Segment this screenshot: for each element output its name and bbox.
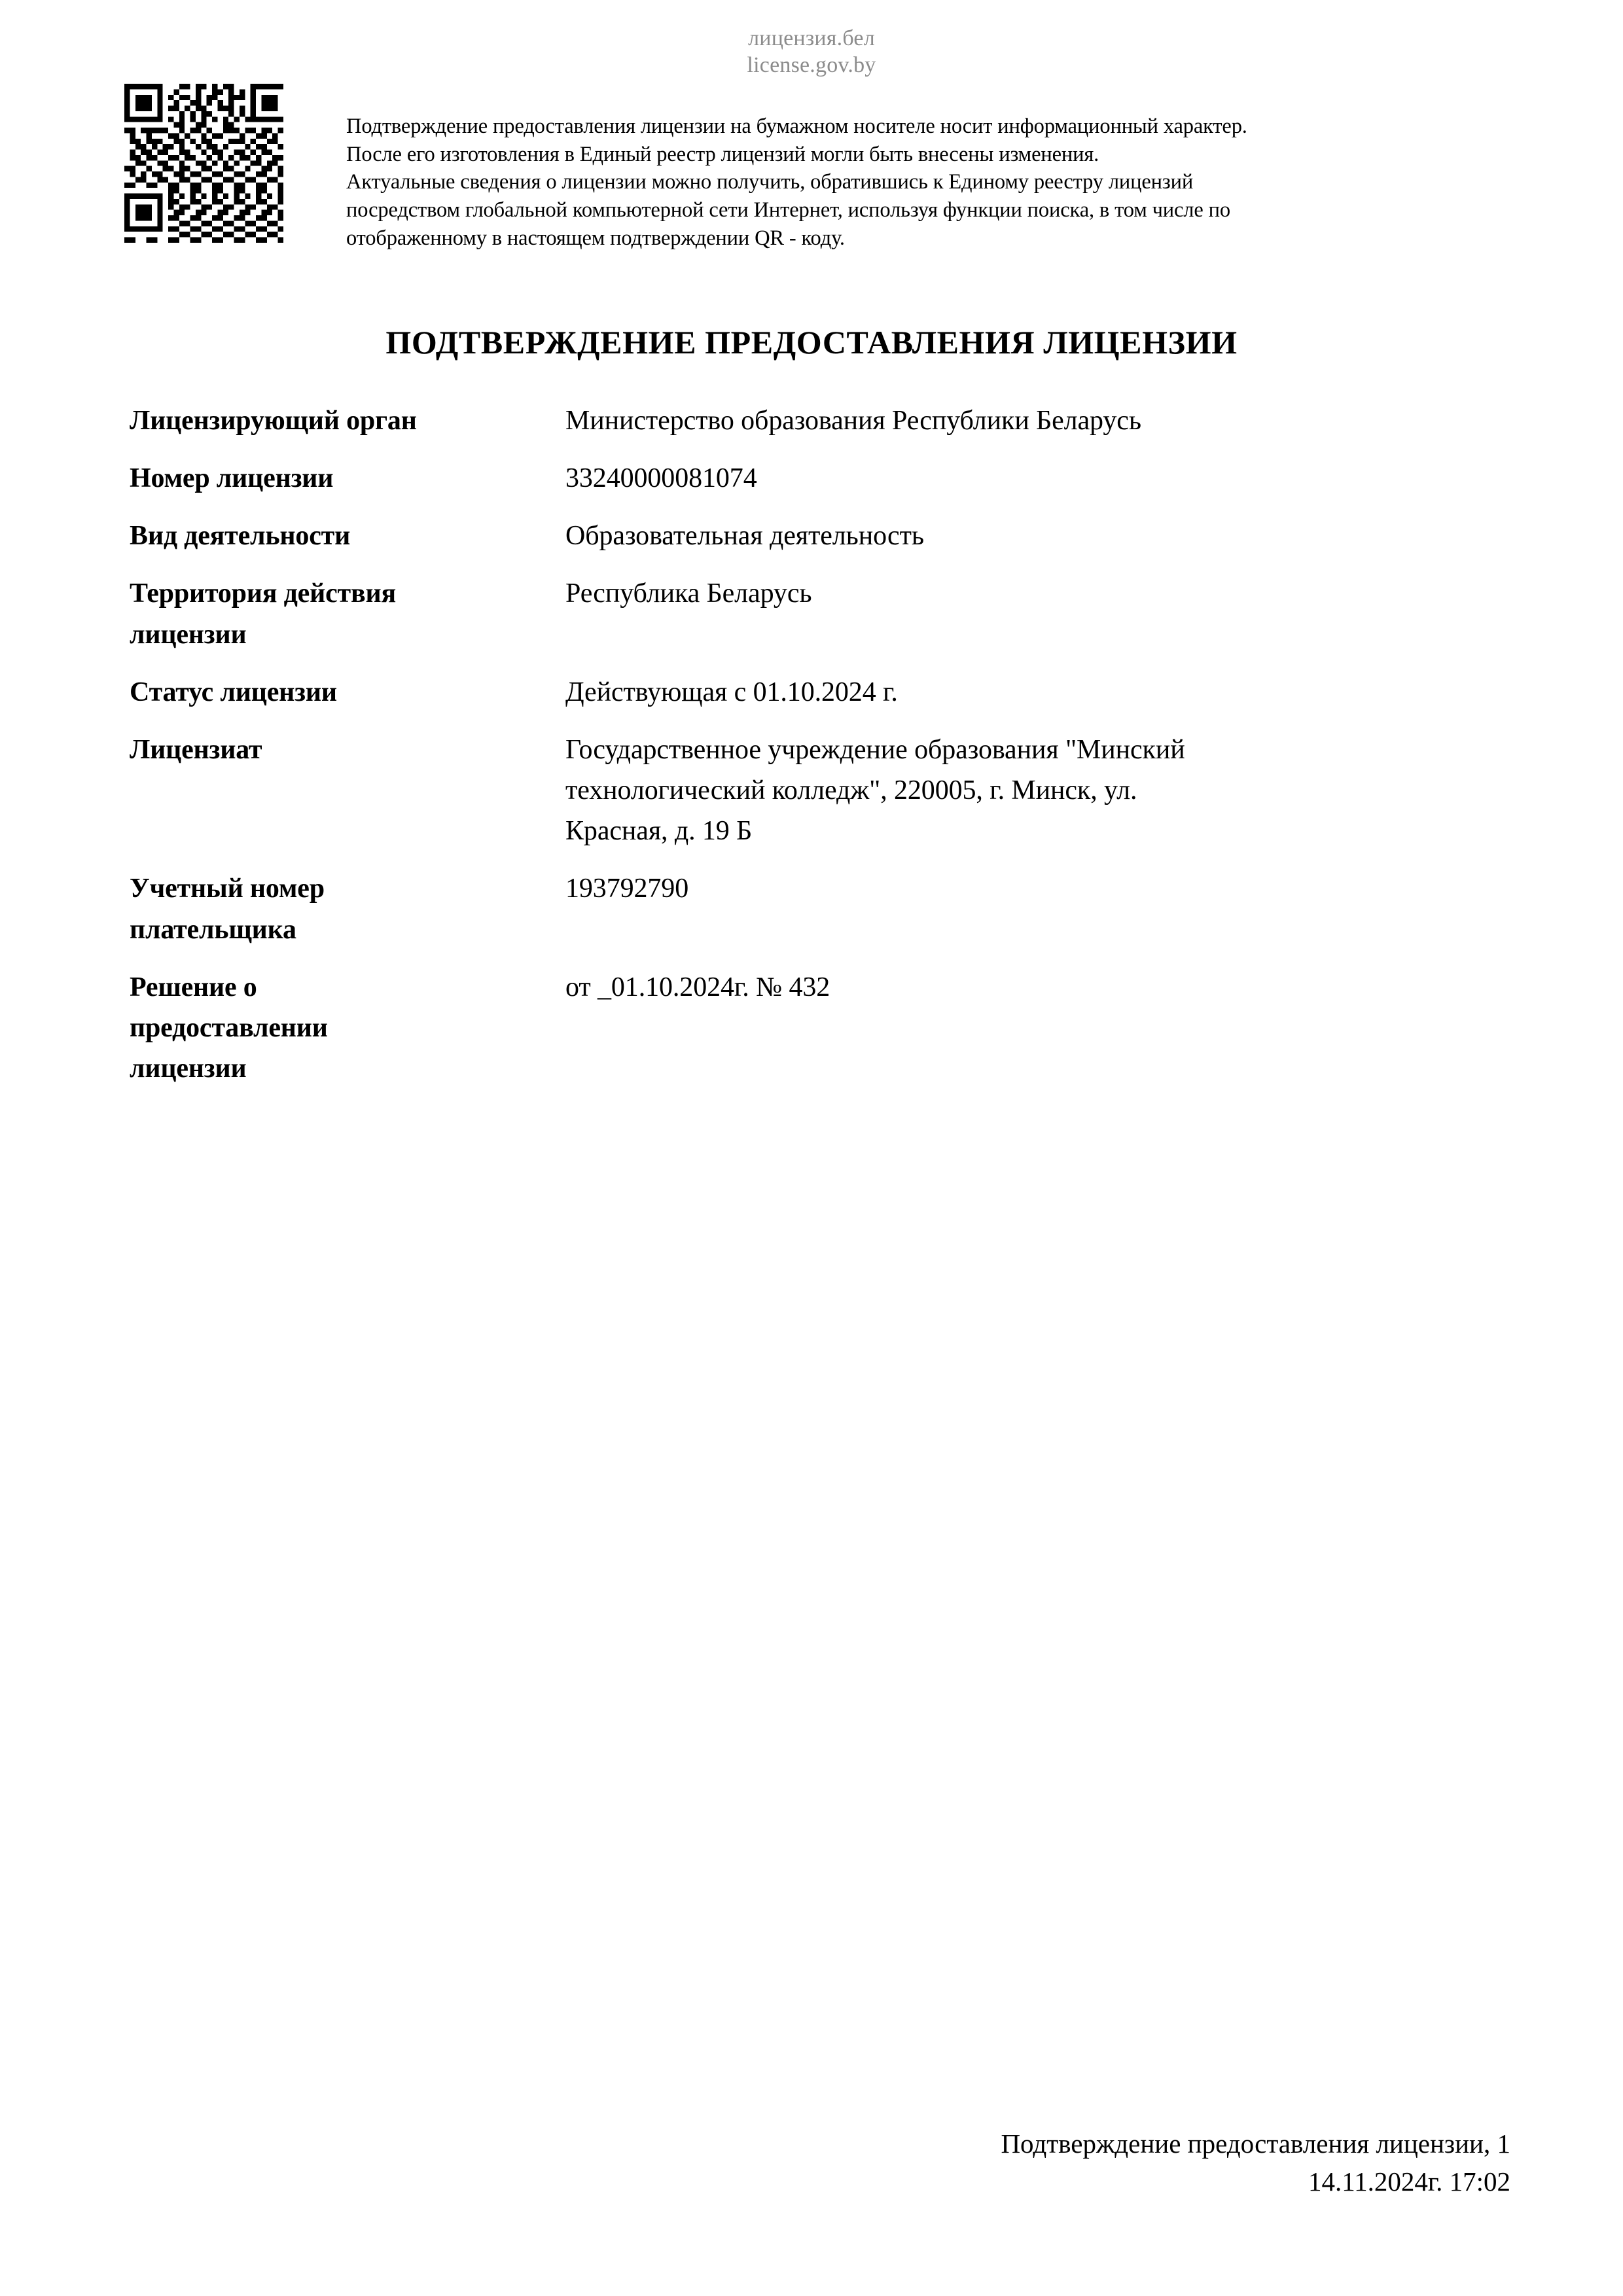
field-value-line: от _01.10.2024г. № 432 (565, 972, 830, 1002)
qr-code-icon (124, 84, 283, 243)
field-value-licensee (565, 730, 1510, 851)
field-value-line: технологический колледж", 220005, г. Минск, ул. (565, 775, 1137, 806)
notice-line: Актуальные сведения о лицензии можно получить, обратившись к Единому реестру лицензий (346, 170, 1194, 194)
field-value-payer-registration-number (565, 868, 1510, 909)
field-label-line: Номер лицензии (130, 463, 334, 494)
notice-line: После его изготовления в Единый реестр лицензий могли быть внесены изменения. (346, 142, 1099, 166)
field-label-line: Лицензиат (130, 734, 262, 765)
field-row-license-status (130, 672, 1510, 713)
field-label-line: плательщика (130, 914, 296, 945)
field-value-line: 33240000081074 (565, 463, 757, 494)
notice-line: Подтверждение предоставления лицензии на бумажном носителе носит информационный характер. (346, 115, 1247, 138)
field-value-line: Красная, д. 19 Б (565, 816, 753, 847)
footer-document-name: Подтверждение предоставления лицензии, 1 (1001, 2128, 1510, 2159)
field-value-license-number (565, 458, 1510, 499)
page-title: ПОДТВЕРЖДЕНИЕ ПРЕДОСТАВЛЕНИЯ ЛИЦЕНЗИИ (385, 324, 1238, 361)
field-label-licensee (130, 730, 565, 770)
field-label-line: Вид деятельности (130, 521, 351, 552)
field-label-activity-type (130, 516, 565, 556)
document-footer (1001, 2125, 1510, 2200)
field-label-line: Статус лицензии (130, 677, 337, 707)
field-row-activity-type (130, 516, 1510, 556)
field-label-line: Учетный номер (130, 874, 325, 904)
field-value-line: Министерство образования Республики Беларусь (565, 406, 1141, 436)
field-value-line: Государственное учреждение образования "Минский (565, 734, 1185, 765)
field-label-license-decision (130, 967, 565, 1089)
informational-notice (346, 84, 1525, 253)
field-value-line: Республика Беларусь (565, 578, 812, 609)
field-value-license-decision (565, 967, 1510, 1008)
field-row-payer-registration-number (130, 868, 1510, 949)
field-label-line: предоставлении (130, 1012, 328, 1043)
field-label-license-territory (130, 573, 565, 654)
notice-line: посредством глобальной компьютерной сети Интернет, используя функции поиска, в том числе по (346, 198, 1230, 222)
field-label-line: лицензии (130, 619, 247, 650)
site-address-line-ru: лицензия.бел (748, 26, 875, 50)
field-value-line: Действующая с 01.10.2024 г. (565, 677, 898, 707)
field-label-line: Территория действия (130, 578, 396, 609)
field-value-licensing-authority (565, 400, 1510, 441)
field-value-activity-type (565, 516, 1510, 556)
footer-timestamp: 14.11.2024г. 17:02 (1308, 2166, 1510, 2197)
field-value-license-status (565, 672, 1510, 713)
field-row-license-territory (130, 573, 1510, 654)
field-label-line: лицензии (130, 1053, 247, 1084)
field-row-license-decision (130, 967, 1510, 1089)
field-value-line: Образовательная деятельность (565, 521, 924, 552)
field-row-licensee (130, 730, 1510, 851)
notice-line: отображенному в настоящем подтверждении QR - коду. (346, 226, 845, 250)
field-row-license-number (130, 458, 1510, 499)
field-label-line: Лицензирующий орган (130, 406, 417, 436)
header-block (124, 84, 1525, 253)
field-label-license-number (130, 458, 565, 499)
site-address-line-en: license.gov.by (747, 53, 876, 78)
field-row-licensing-authority (130, 400, 1510, 441)
field-value-line: 193792790 (565, 874, 689, 904)
field-label-license-status (130, 672, 565, 713)
license-details-list (130, 400, 1510, 1106)
field-label-line: Решение о (130, 972, 257, 1002)
field-label-payer-registration-number (130, 868, 565, 949)
site-address (0, 25, 1623, 79)
field-value-license-territory (565, 573, 1510, 614)
field-label-licensing-authority (130, 400, 565, 441)
